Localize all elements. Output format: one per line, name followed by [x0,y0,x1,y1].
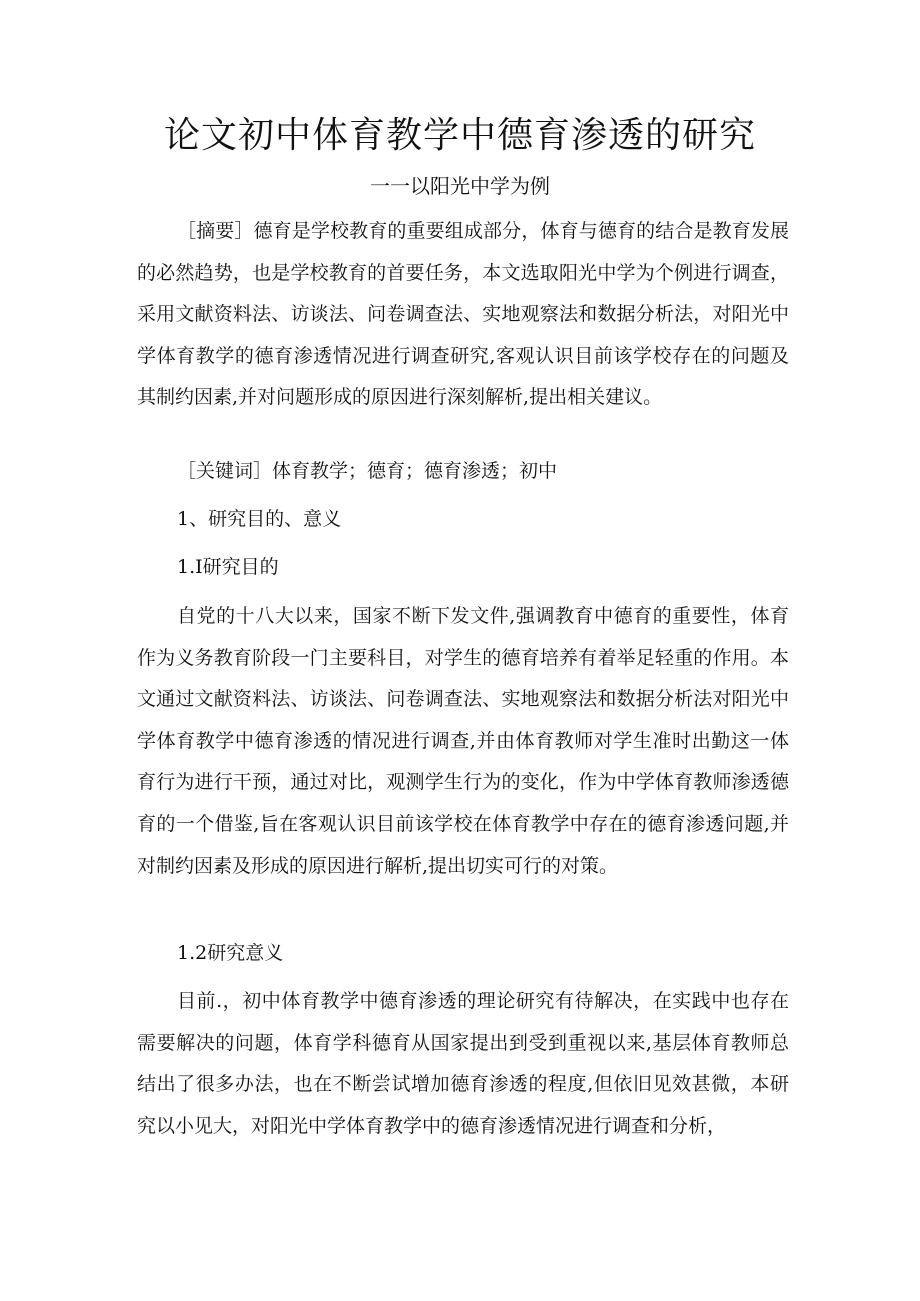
document-title: 论文初中体育教学中德育渗透的研究 [163,115,756,156]
section-1-1-paragraph: 自党的十八大以来，国家不断下发文件,强调教育中德育的重要性，体育作为义务教育阶段一门主要科目，对学生的德育培养有着举足轻重的作用。本文通过文献资料法、访谈法、问卷调查法、实地观察法和数据分析法对阳光中学体育教学中德育渗透的情况进行调查,并由体育教师对学生准时出勤这一体育行为进行干预，通过对比，观测学生行为的变化，作为中学体育教师渗透德育的一个借鉴,旨在客观认识目前该学校在体育教学中存在的德育渗透问题,并对制约因素及形成的原因进行解析,提出切实可行的对策。 [137,605,789,877]
section-heading-1: 1、研究目的、意义 [177,508,342,530]
keywords-paragraph: ［关键词］体育教学；德育；德育渗透；初中 [177,460,558,482]
section-1-2-paragraph: 目前.，初中体育教学中德育渗透的理论研究有待解决，在实践中也存在需要解决的问题，体育学科德育从国家提出到受到重视以来,基层体育教师总结出了很多办法，也在不断尝试增加德育渗透的程度,但依旧见效甚微，本研究以小见大，对阳光中学体育教学中的德育渗透情况进行调查和分析， [137,990,789,1137]
abstract-paragraph: ［摘要］德育是学校教育的重要组成部分，体育与德育的结合是教育发展的必然趋势，也是学校教育的首要任务，本文选取阳光中学为个例进行调查，采用文献资料法、访谈法、问卷调查法、实地观察法和数据分析法，对阳光中学体育教学的德育渗透情况进行调查研究,客观认识目前该学校存在的问题及其制约因素,并对问题形成的原因进行深刻解析,提出相关建议。 [137,220,789,409]
section-heading-1-1: 1.I研究目的 [177,556,279,578]
document-subtitle: 一一以阳光中学为例 [370,174,550,198]
section-heading-1-2: 1.2研究意义 [177,942,284,964]
